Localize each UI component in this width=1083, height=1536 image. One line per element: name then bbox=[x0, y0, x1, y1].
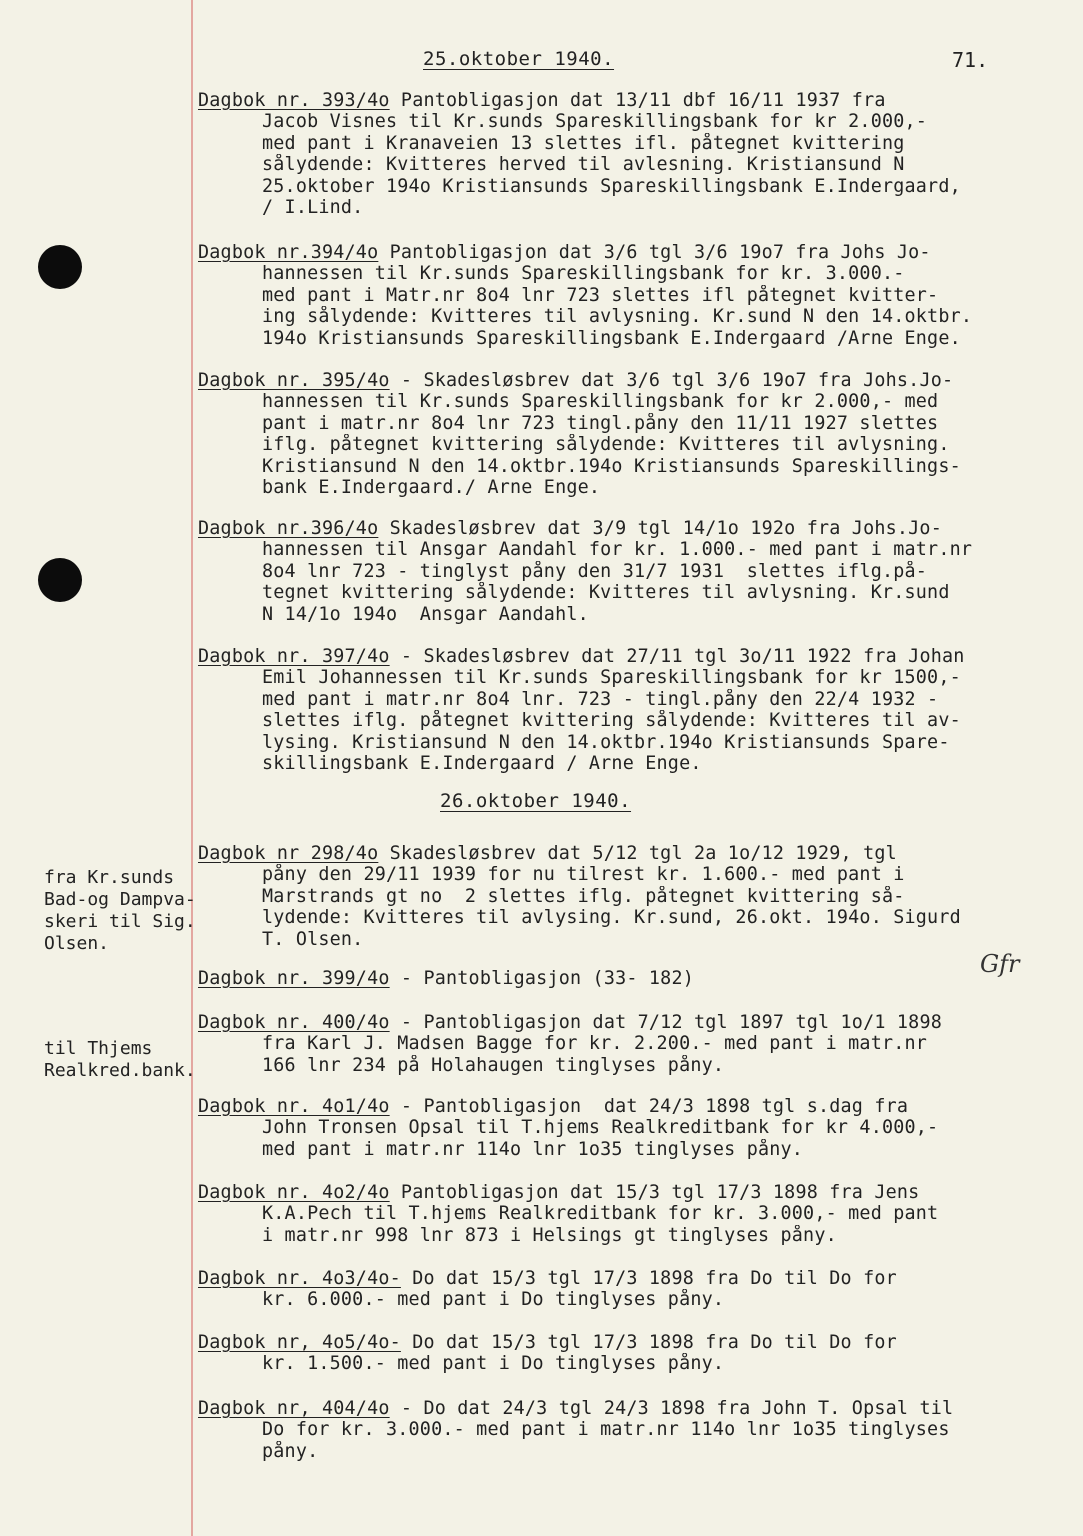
entry-text: lysing. Kristiansund N den 14.oktbr.194o Kristiansunds Spare- bbox=[262, 731, 950, 753]
entry-text: 25.oktober 194o Kristiansunds Spareskillingsbank E.Indergaard, bbox=[262, 175, 961, 197]
entry-line bbox=[198, 886, 1070, 907]
entry-text: i matr.nr 998 lnr 873 i Helsings gt tinglyses påny. bbox=[262, 1224, 837, 1246]
journal-entry bbox=[198, 90, 1070, 218]
entry-line bbox=[198, 391, 1070, 412]
entry-reference: Dagbok nr 298/4o bbox=[198, 843, 379, 864]
entry-text: sålydende: Kvitteres herved til avlesning. Kristiansund N bbox=[262, 154, 905, 176]
entry-reference: Dagbok nr. 4o2/4o bbox=[198, 1182, 390, 1203]
journal-entry bbox=[198, 242, 1070, 349]
entry-line bbox=[198, 434, 1070, 455]
entry-reference: Dagbok nr. 397/4o bbox=[198, 646, 390, 667]
entry-line bbox=[198, 864, 1070, 885]
entry-text: pant i matr.nr 8o4 lnr 723 tingl.påny den 11/11 1927 slettes bbox=[262, 412, 939, 434]
entry-text: - Pantobligasjon dat 24/3 1898 tgl s.dag fra bbox=[400, 1096, 909, 1117]
entry-text: Pantobligasjon dat 3/6 tgl 3/6 19o7 fra Johs Jo- bbox=[389, 242, 931, 263]
journal-entry bbox=[198, 1268, 1070, 1311]
entry-text: - Pantobligasjon dat 7/12 tgl 1897 tgl 1o/1 1898 bbox=[400, 1012, 942, 1033]
entry-line bbox=[198, 929, 1070, 950]
journal-entry bbox=[198, 1398, 1070, 1462]
entry-text: N 14/1o 194o Ansgar Aandahl. bbox=[262, 603, 589, 625]
date-heading-2: 26.oktober 1940. bbox=[440, 790, 632, 812]
entry-text: påny. bbox=[262, 1440, 319, 1462]
entry-line bbox=[198, 968, 1070, 989]
entry-line bbox=[198, 732, 1070, 753]
entry-text: iflg. påtegnet kvittering sålydende: Kvitteres til avlysning. bbox=[262, 434, 950, 456]
entry-text: kr. 1.500.- med pant i Do tinglyses påny. bbox=[262, 1353, 725, 1375]
entry-line bbox=[198, 1182, 1070, 1203]
handwritten-initials: Gfr bbox=[980, 950, 1020, 978]
entry-line bbox=[198, 604, 1070, 625]
entry-line bbox=[198, 561, 1070, 582]
margin-rule bbox=[191, 0, 193, 1536]
entry-line bbox=[198, 539, 1070, 560]
entry-text: T. Olsen. bbox=[262, 928, 364, 950]
entry-text: med pant i matr.nr 8o4 lnr. 723 - tingl.påny den 22/4 1932 - bbox=[262, 688, 939, 710]
entry-line bbox=[198, 907, 1070, 928]
entry-line bbox=[198, 1139, 1070, 1160]
entry-text: med pant i matr.nr 114o lnr 1o35 tinglyses påny. bbox=[262, 1138, 804, 1160]
entry-text: 166 lnr 234 på Holahaugen tinglyses påny. bbox=[262, 1054, 725, 1076]
entry-text: 194o Kristiansunds Spareskillingsbank E.Indergaard /Arne Enge. bbox=[262, 327, 961, 349]
entry-line bbox=[198, 456, 1070, 477]
entry-text: - Skadesløsbrev dat 27/11 tgl 3o/11 1922 fra Johan bbox=[400, 646, 965, 667]
entry-text: Skadesløsbrev dat 3/9 tgl 14/1o 192o fra Johs.Jo- bbox=[389, 518, 942, 539]
entry-text: tegnet kvittering sålydende: Kvitteres til avlysning. Kr.sund bbox=[262, 582, 950, 604]
entry-line bbox=[198, 1419, 1070, 1440]
journal-entry bbox=[198, 646, 1070, 774]
entry-line bbox=[198, 646, 1070, 667]
journal-entry bbox=[198, 370, 1070, 498]
journal-entry bbox=[198, 1332, 1070, 1375]
entry-line bbox=[198, 133, 1070, 154]
entry-line bbox=[198, 1398, 1070, 1419]
entry-line bbox=[198, 154, 1070, 175]
entry-text: Do dat 15/3 tgl 17/3 1898 fra Do til Do for bbox=[412, 1268, 897, 1289]
entry-line bbox=[198, 197, 1070, 218]
entry-line bbox=[198, 753, 1070, 774]
entry-text: Do for kr. 3.000.- med pant i matr.nr 114o lnr 1o35 tinglyses bbox=[262, 1419, 950, 1441]
journal-entry bbox=[198, 518, 1070, 625]
entry-line bbox=[198, 1203, 1070, 1224]
entry-text: John Tronsen Opsal til T.hjems Realkreditbank for kr 4.000,- bbox=[262, 1117, 939, 1139]
entry-line bbox=[198, 1332, 1070, 1353]
page-number: 71. bbox=[952, 48, 989, 72]
entry-reference: Dagbok nr.396/4o bbox=[198, 518, 379, 539]
entry-line bbox=[198, 477, 1070, 498]
entry-line bbox=[198, 328, 1070, 349]
journal-entry bbox=[198, 1096, 1070, 1160]
entry-line bbox=[198, 242, 1070, 263]
entry-line bbox=[198, 306, 1070, 327]
entry-text: - Pantobligasjon (33- 182) bbox=[400, 968, 694, 989]
entry-line bbox=[198, 413, 1070, 434]
entry-text: Kristiansund N den 14.oktbr.194o Kristiansunds Spareskillings- bbox=[262, 455, 961, 477]
punch-hole-2 bbox=[38, 558, 82, 602]
entry-reference: Dagbok nr, 404/4o bbox=[198, 1398, 390, 1419]
entry-text: 8o4 lnr 723 - tinglyst påny den 31/7 1931 slettes iflg.på- bbox=[262, 560, 928, 582]
entry-text: Skadesløsbrev dat 5/12 tgl 2a 1o/12 1929, tgl bbox=[389, 843, 897, 864]
entry-line bbox=[198, 1096, 1070, 1117]
entry-text: Pantobligasjon dat 15/3 tgl 17/3 1898 fra Jens bbox=[400, 1182, 920, 1203]
entry-text: / I.Lind. bbox=[262, 196, 364, 218]
date-heading-1: 25.oktober 1940. bbox=[423, 48, 615, 70]
margin-note-1: fra Kr.sunds Bad-og Dampva- skeri til Sig. Olsen. bbox=[44, 867, 196, 954]
entry-line bbox=[198, 1289, 1070, 1310]
entry-reference: Dagbok nr. 4o3/4o- bbox=[198, 1268, 401, 1289]
entry-text: hannessen til Kr.sunds Spareskillingsbank for kr. 3.000.- bbox=[262, 263, 905, 285]
entry-text: påny den 29/11 1939 for nu tilrest kr. 1.600.- med pant i bbox=[262, 864, 905, 886]
entry-text: med pant i Kranaveien 13 slettes ifl. påtegnet kvittering bbox=[262, 132, 905, 154]
entry-reference: Dagbok nr. 395/4o bbox=[198, 370, 390, 391]
punch-hole-1 bbox=[38, 245, 82, 289]
journal-entry bbox=[198, 1182, 1070, 1246]
entry-line bbox=[198, 370, 1070, 391]
entry-text: bank E.Indergaard./ Arne Enge. bbox=[262, 476, 601, 498]
entry-reference: Dagbok nr. 393/4o bbox=[198, 90, 390, 111]
entry-text: Pantobligasjon dat 13/11 dbf 16/11 1937 fra bbox=[400, 90, 886, 111]
entry-reference: Dagbok nr. 400/4o bbox=[198, 1012, 390, 1033]
entry-line bbox=[198, 518, 1070, 539]
entry-text: - Do dat 24/3 tgl 24/3 1898 fra John T. Opsal til bbox=[400, 1398, 954, 1419]
entry-text: Do dat 15/3 tgl 17/3 1898 fra Do til Do for bbox=[412, 1332, 897, 1353]
entry-reference: Dagbok nr.394/4o bbox=[198, 242, 379, 263]
entry-reference: Dagbok nr. 4o1/4o bbox=[198, 1096, 390, 1117]
entry-line bbox=[198, 1268, 1070, 1289]
entry-text: - Skadesløsbrev dat 3/6 tgl 3/6 19o7 fra Johs.Jo- bbox=[400, 370, 954, 391]
entry-line bbox=[198, 667, 1070, 688]
entry-line bbox=[198, 1353, 1070, 1374]
entry-line bbox=[198, 1012, 1070, 1033]
entry-text: slettes iflg. påtegnet kvittering sålydende: Kvitteres til av- bbox=[262, 710, 961, 732]
entry-line bbox=[198, 1033, 1070, 1054]
entry-text: med pant i Matr.nr 8o4 lnr 723 slettes ifl påtegnet kvitter- bbox=[262, 284, 939, 306]
entry-line bbox=[198, 90, 1070, 111]
entry-reference: Dagbok nr. 399/4o bbox=[198, 968, 390, 989]
entry-text: lydende: Kvitteres til avlysing. Kr.sund, 26.okt. 194o. Sigurd bbox=[262, 907, 961, 929]
entry-text: fra Karl J. Madsen Bagge for kr. 2.200.- med pant i matr.nr bbox=[262, 1033, 928, 1055]
entry-line bbox=[198, 1117, 1070, 1138]
entry-line bbox=[198, 1225, 1070, 1246]
entry-line bbox=[198, 263, 1070, 284]
entry-line bbox=[198, 285, 1070, 306]
entry-text: Jacob Visnes til Kr.sunds Spareskillingsbank for kr 2.000,- bbox=[262, 111, 928, 133]
journal-entry bbox=[198, 1012, 1070, 1076]
entry-line bbox=[198, 710, 1070, 731]
entry-text: skillingsbank E.Indergaard / Arne Enge. bbox=[262, 752, 702, 774]
entry-line bbox=[198, 111, 1070, 132]
entry-line bbox=[198, 176, 1070, 197]
entry-text: Emil Johannessen til Kr.sunds Spareskillingsbank for kr 1500,- bbox=[262, 667, 961, 689]
entry-line bbox=[198, 582, 1070, 603]
entry-text: hannessen til Ansgar Aandahl for kr. 1.000.- med pant i matr.nr bbox=[262, 539, 973, 561]
entry-text: kr. 6.000.- med pant i Do tinglyses påny. bbox=[262, 1289, 725, 1311]
entry-text: hannessen til Kr.sunds Spareskillingsbank for kr 2.000,- med bbox=[262, 391, 939, 413]
entry-line bbox=[198, 689, 1070, 710]
entry-line bbox=[198, 1441, 1070, 1462]
margin-note-2: til Thjems Realkred.bank. bbox=[44, 1038, 196, 1081]
journal-entry bbox=[198, 968, 1070, 989]
entry-line bbox=[198, 1055, 1070, 1076]
entry-line bbox=[198, 843, 1070, 864]
entry-text: Marstrands gt no 2 slettes iflg. påtegnet kvittering så- bbox=[262, 885, 905, 907]
entry-text: ing sålydende: Kvitteres til avlysning. Kr.sund N den 14.oktbr. bbox=[262, 306, 973, 328]
entry-reference: Dagbok nr, 4o5/4o- bbox=[198, 1332, 401, 1353]
journal-entry bbox=[198, 843, 1070, 950]
entry-text: K.A.Pech til T.hjems Realkreditbank for kr. 3.000,- med pant bbox=[262, 1203, 939, 1225]
